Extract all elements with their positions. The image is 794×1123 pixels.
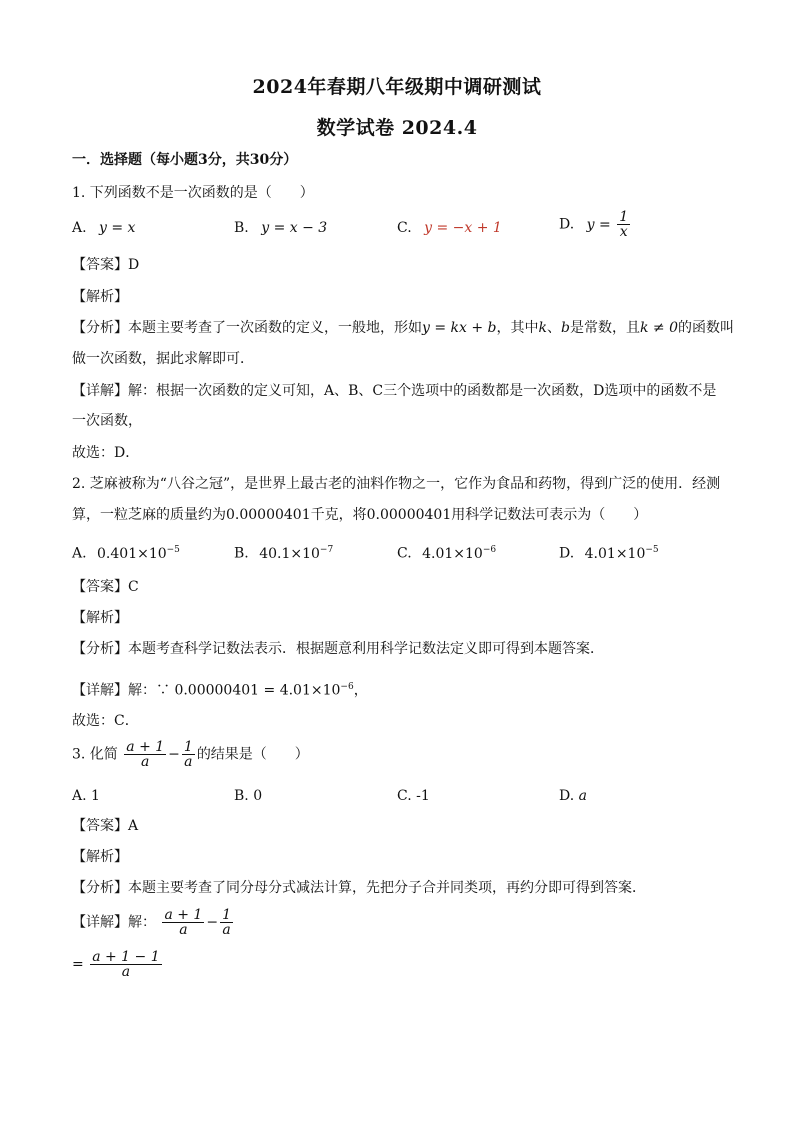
q1-option-d-lhs: y = [586,216,611,233]
q3-detail-prefix: 【详解】解： [72,914,156,931]
q1-option-d-fraction [617,210,630,239]
q2-detail-suffix: ， [353,682,368,699]
q2-answer: 【答案】C [72,579,139,595]
q1-option-a-math: y = x [99,220,136,236]
q3-option-d-math: a [578,788,587,804]
q1-fenxi-mid3: 是常数，且 [569,320,640,336]
q3-step-fraction [90,950,161,979]
q1-fenxi-k: k [538,320,547,336]
q3-stem [72,740,309,769]
q3-fraction-1-numerator: a + 1 [126,739,165,755]
q3-fraction-2-numerator: 1 [183,739,193,755]
q3-answer: 【答案】A [72,818,139,834]
q3-analysis-label: 【解析】 [72,849,128,865]
q3-stem-suffix: 的结果是（ ） [196,746,309,763]
q2-option-b [234,540,333,564]
q3-step-denominator: a [121,964,131,980]
q3-detail-fraction-2 [220,908,233,937]
q3-fraction-2-denominator: a [184,754,193,770]
q2-fenxi: 【分析】本题考查科学记数法表示．根据题意利用科学记数法定义即可得到本题答案． [72,641,604,657]
q2-option-b-label: B. [234,545,249,562]
q1-option-b-math: y = x − 3 [261,220,328,236]
q2-choice: 故选：C． [72,713,139,729]
q3-option-a: A. 1 [72,788,100,804]
q1-fenxi-mid2: 、 [547,320,561,336]
q3-minus: − [168,746,180,763]
q3-option-b: B. 0 [234,788,263,804]
section-heading: 一．选择题（每小题3分，共30分） [72,152,298,168]
q3-detail [72,908,235,937]
q2-option-a-label: A. [72,545,87,562]
q1-fenxi-cond: k ≠ 0 [639,320,678,336]
q1-option-b-label: B. [234,220,249,236]
q3-detail-fraction-1-numerator: a + 1 [164,907,203,923]
q1-option-d-label: D. [559,216,575,233]
q1-analysis-label: 【解析】 [72,289,128,305]
q2-option-d-exp: −5 [645,545,659,555]
q2-analysis-label: 【解析】 [72,610,128,626]
q2-option-a [72,540,180,564]
q2-option-a-exp: −5 [166,545,180,555]
q1-fenxi-line2: 做一次函数，据此求解即可． [72,351,254,367]
q3-fraction-1 [124,740,166,769]
q3-step-equals: = [72,956,84,973]
q1-choice: 故选：D． [72,445,140,461]
q2-option-c-exp: −6 [482,545,497,555]
q3-fenxi: 【分析】本题主要考查了同分母分式减法计算，先把分子合并同类项，再约分即可得到答案． [72,880,646,896]
q2-option-c [397,540,496,564]
q3-fraction-1-denominator: a [141,754,150,770]
q2-option-b-base: 40.1×10 [259,545,320,562]
q2-stem-line2: 算，一粒芝麻的质量约为0.00000401千克，将0.00000401用科学记数法可表示为（ ） [72,507,648,523]
q1-option-a-label: A. [72,220,87,236]
q3-fraction-2 [182,740,195,769]
q3-option-c: C. -1 [397,788,430,804]
q1-option-b [234,218,327,238]
q2-option-c-label: C. [397,545,412,562]
q1-fenxi-prefix: 【分析】本题主要考查了一次函数的定义，一般地，形如 [72,320,422,336]
q1-fenxi-line1 [72,318,734,338]
q3-detail-minus: − [206,914,219,931]
q3-option-d-label: D. [559,788,575,804]
q1-option-d [559,210,632,239]
page-subtitle: 数学试卷 2024.4 [316,117,478,139]
q1-option-d-denominator: x [619,224,628,240]
q1-detail-line2: 一次函数， [72,413,142,429]
q1-option-a [72,218,135,238]
q1-option-c-label: C. [397,220,412,236]
q1-stem: 1. 下列函数不是一次函数的是（ ） [72,185,314,201]
q3-stem-prefix: 3. 化简 [72,746,118,763]
q1-option-c [397,218,502,238]
q1-fenxi-formula: y = kx + b [422,320,497,336]
q3-step-numerator: a + 1 − 1 [92,949,160,965]
q2-stem-line1: 2. 芝麻被称为“八谷之冠”，是世界上最古老的油料作物之一，它作为食品和药物，得到广泛的使用．经测 [72,476,721,492]
q1-answer: 【答案】D [72,257,140,273]
q2-option-d-label: D. [559,545,575,562]
q2-option-d [559,540,659,564]
q3-detail-fraction-2-numerator: 1 [222,907,231,923]
q2-option-b-exp: −7 [319,545,334,555]
q2-detail [72,677,368,701]
q3-detail-fraction-2-denominator: a [222,922,231,938]
q1-detail-line1: 【详解】解：根据一次函数的定义可知，A、B、C三个选项中的函数都是一次函数，D选项中的函数不是 [72,383,717,399]
q2-option-d-base: 4.01×10 [584,545,646,562]
q3-option-d [559,786,587,806]
q3-detail-fraction-1-denominator: a [179,922,188,938]
page-title: 2024年春期八年级期中调研测试 [252,76,542,98]
q2-option-a-base: 0.401×10 [97,545,167,562]
q3-detail-fraction-1 [162,908,204,937]
q2-detail-exp: −6 [340,682,354,692]
q3-step [72,950,164,979]
q1-option-c-math: y = −x + 1 [424,220,502,236]
q1-option-d-numerator: 1 [619,209,629,225]
q2-detail-prefix: 【详解】解：∵ 0.00000401 = 4.01×10 [72,682,341,699]
q1-fenxi-mid1: ，其中 [496,320,539,336]
q1-fenxi-b: b [561,320,570,336]
q1-fenxi-suffix: 的函数叫 [678,320,734,336]
q2-option-c-base: 4.01×10 [422,545,483,562]
